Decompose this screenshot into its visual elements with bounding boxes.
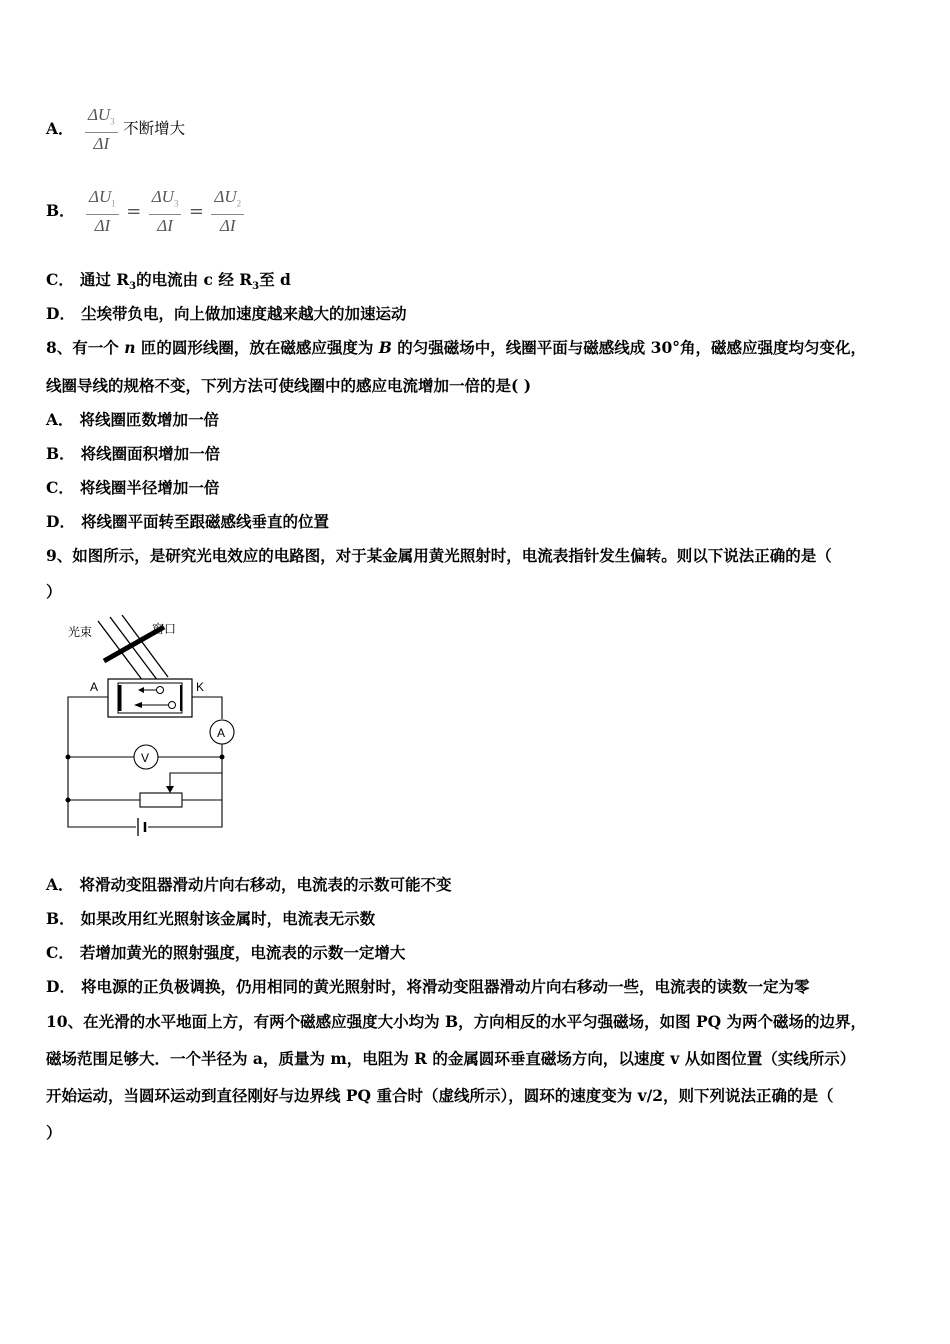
frac-subscript: 1 — [111, 198, 116, 209]
q9-stem-line-1: 9、如图所示，是研究光电效应的电路图，对于某金属用黄光照射时，电流表指针发生偏转。则以下说法正确的是（ — [46, 546, 832, 565]
q7-option-d — [46, 304, 406, 324]
frac-denominator: ΔI — [93, 134, 110, 154]
wire — [192, 697, 222, 719]
option-label: A． — [46, 410, 74, 429]
q8-stem-line-1 — [46, 338, 866, 358]
q8-stem-line-2: 线圈导线的规格不变，下列方法可使线圈中的感应电流增加一倍的是( ) — [46, 376, 532, 395]
equals-sign: = — [188, 200, 204, 222]
option-label: C． — [46, 270, 74, 289]
subscript: 3 — [252, 281, 260, 293]
equals-sign: = — [126, 200, 142, 222]
window-label: 窗口 — [152, 622, 177, 636]
q9-stem-line-2: ） — [46, 582, 62, 601]
q10-stem-line-4: ） — [46, 1123, 62, 1142]
option-text: 将线圈面积增加一倍 — [80, 444, 221, 463]
ammeter-label: A — [217, 726, 226, 740]
electron-dot — [169, 702, 176, 709]
cathode-label: K — [196, 680, 205, 694]
anode-label: A — [90, 680, 99, 694]
option-text: 将线圈匝数增加一倍 — [79, 410, 220, 429]
var-b: B — [378, 338, 392, 357]
q9-option-a — [46, 875, 452, 895]
option-text: 不断增大 — [123, 119, 186, 138]
frac-numerator: ΔU — [151, 187, 174, 206]
q7-option-a — [46, 104, 185, 155]
q10-stem-line-1: 10、在光滑的水平地面上方，有两个磁感应强度大小均为 B，方向相反的水平匀强磁场，如图 PQ 为两个磁场的边界， — [46, 1012, 867, 1031]
q7-option-b — [46, 186, 244, 237]
fraction-du3-di — [149, 186, 182, 237]
option-label: A． — [46, 875, 74, 894]
option-text: 若增加黄光的照射强度，电流表的示数一定增大 — [79, 943, 406, 962]
q8-option-a — [46, 410, 219, 430]
frac-subscript: 3 — [173, 198, 179, 209]
option-label: A． — [46, 118, 74, 138]
option-text: 如果改用红光照射该金属时，电流表无示数 — [80, 909, 376, 928]
electron-dot — [157, 687, 164, 694]
var-n: n — [124, 338, 136, 357]
option-label: C． — [46, 943, 74, 962]
option-label: B． — [46, 444, 75, 463]
option-label: D． — [46, 304, 75, 323]
option-text-part: 通过 R — [79, 270, 130, 289]
fraction-du3-di — [85, 104, 118, 155]
q10-stem-line-2: 磁场范围足够大．一个半径为 a，质量为 m，电阻为 R 的金属圆环垂直磁场方向，以速度 v 从如图位置（实线所示） — [46, 1049, 856, 1068]
frac-subscript: 3 — [110, 116, 115, 127]
q7-option-c — [46, 270, 291, 297]
rheostat-slider-arrow — [166, 786, 174, 793]
light-beam-line — [110, 617, 158, 681]
option-label: D． — [46, 977, 75, 996]
option-label: B． — [46, 200, 75, 220]
option-text-part: 至 d — [259, 270, 291, 289]
q9-option-b — [46, 909, 375, 929]
frac-denominator: ΔI — [94, 216, 111, 236]
frac-numerator: ΔU — [214, 187, 237, 206]
option-text: 将电源的正负极调换，仍用相同的黄光照射时，将滑动变阻器滑动片向右移动一些，电流表的读数一定为零 — [80, 977, 810, 996]
junction-dot — [66, 798, 71, 803]
option-text: 尘埃带负电，向上做加速度越来越大的加速运动 — [80, 304, 407, 323]
junction-dot — [66, 755, 71, 760]
fraction-du2-di — [211, 186, 244, 237]
frac-denominator: ΔI — [219, 216, 236, 236]
light-beam-label: 光束 — [68, 625, 93, 639]
q10-stem-line-3: 开始运动，当圆环运动到直径刚好与边界线 PQ 重合时（虚线所示），圆环的速度变为 v/2，则下列说法正确的是（ — [46, 1086, 834, 1105]
photoelectric-circuit-figure — [60, 615, 250, 840]
stem-part: 8、有一个 — [46, 338, 125, 357]
stem-part: 匝的圆形线圈，放在磁感应强度为 — [135, 338, 379, 357]
rheostat-slider-wire — [170, 773, 222, 789]
q9-option-d — [46, 977, 809, 997]
subscript: 3 — [129, 281, 137, 293]
q9-option-c — [46, 943, 405, 963]
frac-subscript: 2 — [236, 198, 242, 209]
voltmeter-label: V — [141, 751, 150, 765]
q8-option-d — [46, 512, 329, 532]
option-text: 将线圈半径增加一倍 — [79, 478, 220, 497]
fraction-du1-di — [86, 186, 119, 237]
q8-option-c — [46, 478, 219, 498]
option-label: C． — [46, 478, 74, 497]
option-label: B． — [46, 909, 75, 928]
frac-denominator: ΔI — [157, 216, 173, 236]
stem-part: 的匀强磁场中，线圈平面与磁感线成 30°角，磁感应强度均匀变化， — [391, 338, 866, 357]
rheostat — [140, 793, 182, 807]
option-text: 将滑动变阻器滑动片向右移动，电流表的示数可能不变 — [79, 875, 452, 894]
junction-dot — [220, 755, 225, 760]
option-label: D． — [46, 512, 75, 531]
q8-option-b — [46, 444, 220, 464]
frac-numerator: ΔU — [89, 187, 112, 206]
option-text-part: 的电流由 c 经 R — [136, 270, 253, 289]
option-text: 将线圈平面转至跟磁感线垂直的位置 — [80, 512, 329, 531]
frac-numerator: ΔU — [87, 105, 111, 124]
